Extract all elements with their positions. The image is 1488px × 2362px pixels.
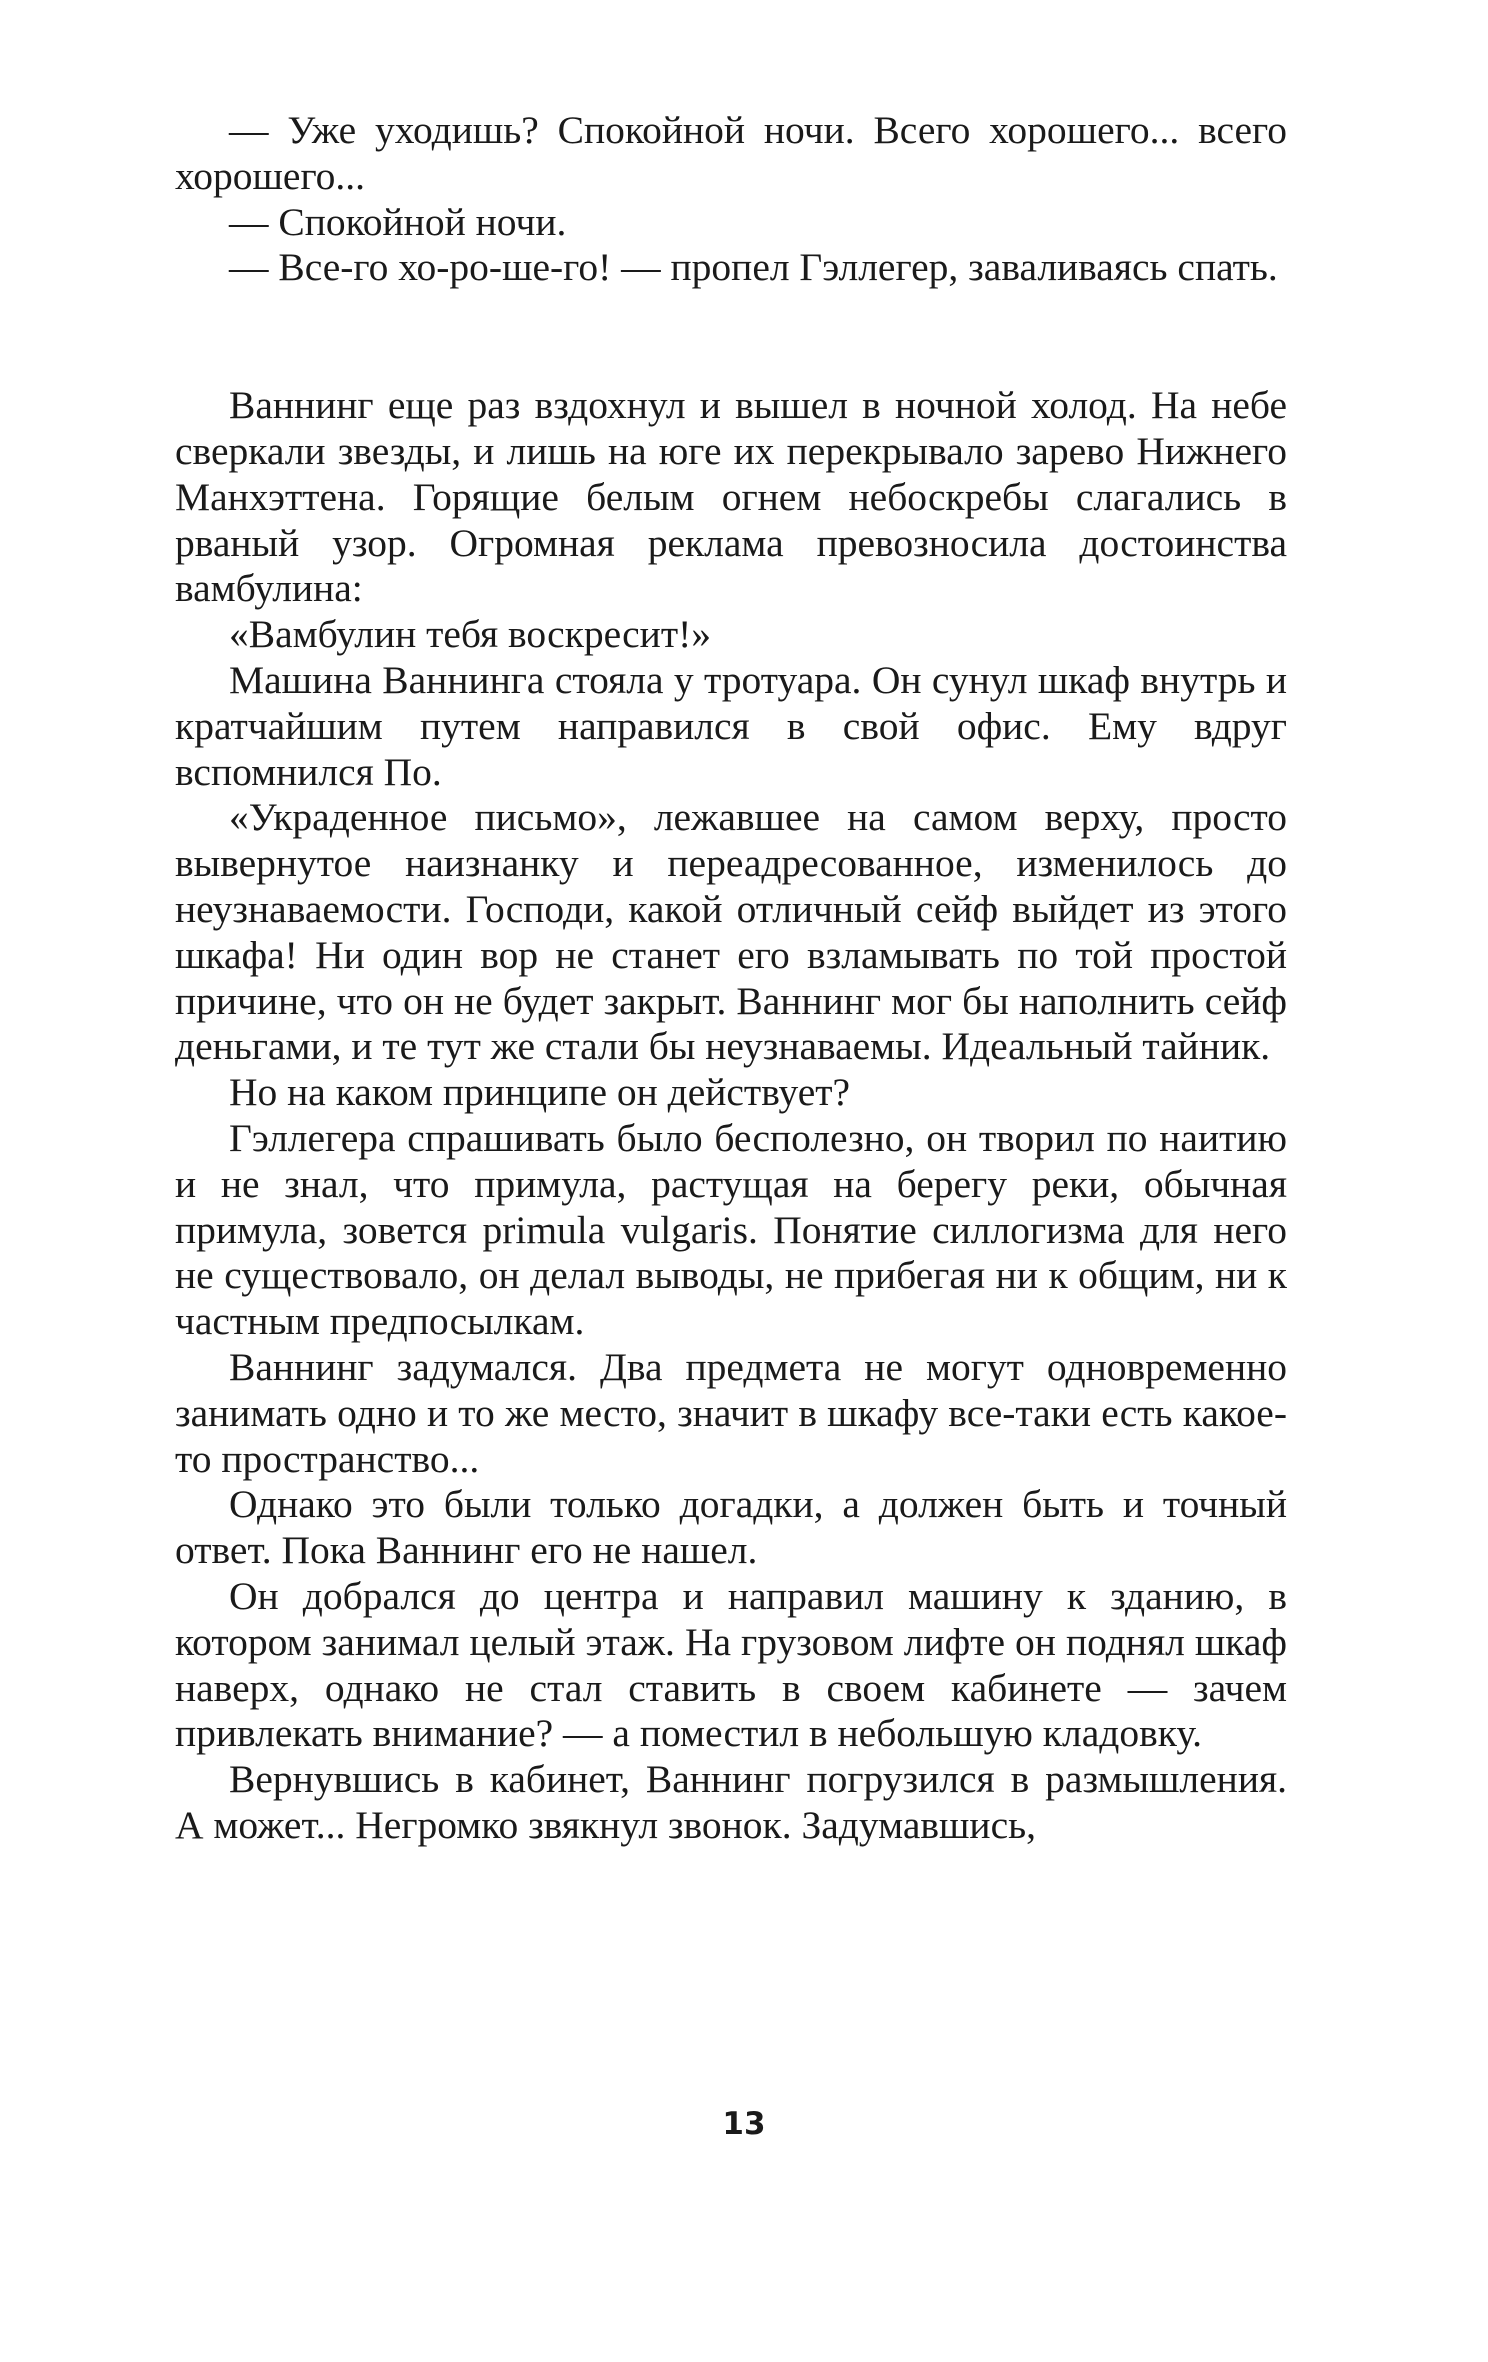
page-text-area — [175, 108, 1287, 1849]
paragraph: Гэллегера спрашивать было бесполезно, он творил по наитию и не знал, что примула, растущая на берегу реки, обычная примула, зовется primula vulgaris. Понятие силлогизма для него не существовало, он делал выводы, не прибегая ни к общим, ни к частным предпосылкам. — [175, 1115, 1287, 1344]
paragraph: Но на каком принципе он действует? — [229, 1070, 851, 1115]
paragraph: Ваннинг еще раз вздохнул и вышел в ночной холод. На небе сверкали звезды, и лишь на юге их перекрывало зарево Нижнего Манхэттена. Горящие белым огнем небоскребы слагались в рваный узор. Огромная реклама превозносила достоинства вамбулина: — [175, 383, 1287, 611]
paragraph: «Вамбулин тебя воскресит!» — [229, 612, 711, 657]
paragraph: Вернувшись в кабинет, Ваннинг погрузился в размышления. А может... Негромко звякнул звонок. Задумавшись, — [175, 1757, 1287, 1847]
paragraph: Однако это были только догадки, а должен быть и точный ответ. Пока Ваннинг его не нашел. — [175, 1482, 1287, 1573]
dialogue-line: — Уже уходишь? Спокойной ночи. Всего хорошего... всего хорошего... — [175, 108, 1287, 198]
paragraph: Он добрался до центра и направил машину к зданию, в котором занимал целый этаж. На грузовом лифте он поднял шкаф наверх, однако не стал ставить в своем кабинете — зачем привлекать внимание? — а поместил в небольшую кладовку. — [175, 1573, 1287, 1756]
page-number: 13 — [722, 2106, 766, 2142]
dialogue-line: — Все-го хо-ро-ше-го! — пропел Гэллегер, заваливаясь спать. — [229, 245, 1278, 290]
paragraph: «Украденное письмо», лежавшее на самом верху, просто вывернутое наизнанку и переадресованное, изменилось до неузнаваемости. Господи, какой отличный сейф выйдет из этого шкафа! Ни один вор не станет его взламывать по той простой причине, что он не будет закрыт. Ваннинг мог бы наполнить сейф деньгами, и те тут же стали бы неузнаваемы. Идеальный тайник. — [175, 795, 1287, 1069]
dialogue-line: — Спокойной ночи. — [229, 199, 567, 244]
dialogue-block — [175, 108, 1287, 291]
paragraph: Машина Ваннинга стояла у тротуара. Он сунул шкаф внутрь и кратчайшим путем направился в свой офис. Ему вдруг вспомнился По. — [175, 657, 1287, 794]
section-break — [175, 291, 1287, 383]
paragraph: Ваннинг задумался. Два предмета не могут одновременно занимать одно и то же место, значит в шкафу все-таки есть какое-то пространство... — [175, 1344, 1287, 1481]
narrative-block — [175, 383, 1287, 1849]
